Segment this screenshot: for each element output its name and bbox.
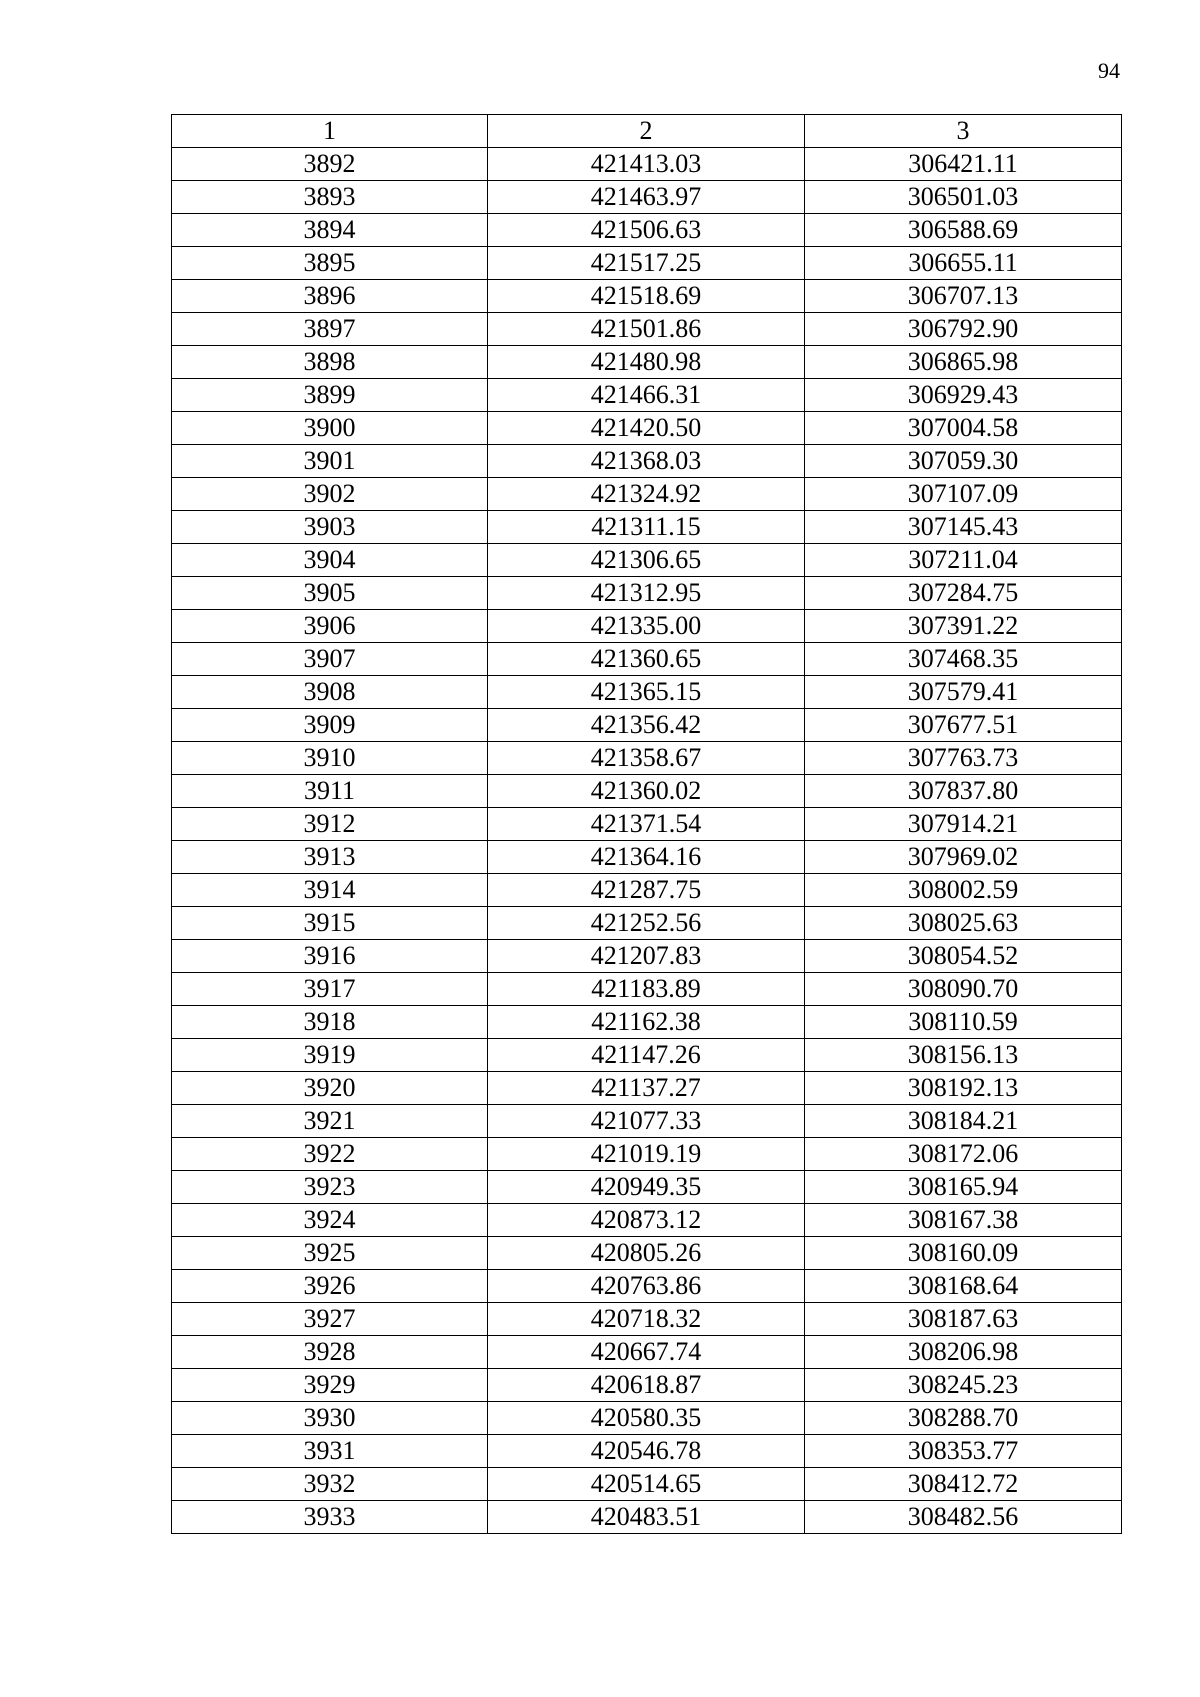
table-row [172, 1006, 1122, 1039]
coordinate-y-cell: 306865.98 [805, 346, 1122, 379]
table-row [172, 610, 1122, 643]
point-number-cell: 3920 [172, 1072, 488, 1105]
coordinates-table [171, 114, 1122, 1534]
point-number-cell: 3904 [172, 544, 488, 577]
table-row [172, 1204, 1122, 1237]
table-row [172, 775, 1122, 808]
table-body [172, 148, 1122, 1534]
coordinate-x-cell: 421335.00 [488, 610, 805, 643]
coordinate-y-cell: 308172.06 [805, 1138, 1122, 1171]
coordinate-x-cell: 421207.83 [488, 940, 805, 973]
table-row [172, 346, 1122, 379]
table-row [172, 1501, 1122, 1534]
coordinate-x-cell: 421368.03 [488, 445, 805, 478]
point-number-cell: 3898 [172, 346, 488, 379]
table-row [172, 1072, 1122, 1105]
coordinate-y-cell: 308187.63 [805, 1303, 1122, 1336]
point-number-cell: 3921 [172, 1105, 488, 1138]
page-number: 94 [1098, 58, 1120, 83]
point-number-cell: 3926 [172, 1270, 488, 1303]
coordinate-y-cell: 306421.11 [805, 148, 1122, 181]
point-number-cell: 3911 [172, 775, 488, 808]
point-number-cell: 3897 [172, 313, 488, 346]
point-number-cell: 3908 [172, 676, 488, 709]
coordinate-y-cell: 306707.13 [805, 280, 1122, 313]
point-number-cell: 3913 [172, 841, 488, 874]
coordinate-y-cell: 307107.09 [805, 478, 1122, 511]
coordinate-x-cell: 421371.54 [488, 808, 805, 841]
coordinate-x-cell: 420718.32 [488, 1303, 805, 1336]
table-row [172, 1105, 1122, 1138]
coordinate-y-cell: 307284.75 [805, 577, 1122, 610]
point-number-cell: 3910 [172, 742, 488, 775]
coordinate-x-cell: 421518.69 [488, 280, 805, 313]
point-number-cell: 3894 [172, 214, 488, 247]
point-number-cell: 3907 [172, 643, 488, 676]
coordinate-x-cell: 421364.16 [488, 841, 805, 874]
table-row [172, 577, 1122, 610]
coordinate-y-cell: 307059.30 [805, 445, 1122, 478]
point-number-cell: 3902 [172, 478, 488, 511]
point-number-cell: 3928 [172, 1336, 488, 1369]
point-number-cell: 3923 [172, 1171, 488, 1204]
point-number-cell: 3892 [172, 148, 488, 181]
coordinate-y-cell: 307211.04 [805, 544, 1122, 577]
point-number-cell: 3916 [172, 940, 488, 973]
point-number-cell: 3893 [172, 181, 488, 214]
coordinate-x-cell: 420483.51 [488, 1501, 805, 1534]
point-number-cell: 3903 [172, 511, 488, 544]
point-number-cell: 3925 [172, 1237, 488, 1270]
point-number-cell: 3899 [172, 379, 488, 412]
coordinate-x-cell: 421147.26 [488, 1039, 805, 1072]
coordinate-y-cell: 307677.51 [805, 709, 1122, 742]
coordinate-y-cell: 308090.70 [805, 973, 1122, 1006]
point-number-cell: 3915 [172, 907, 488, 940]
point-number-cell: 3919 [172, 1039, 488, 1072]
coordinate-y-cell: 308288.70 [805, 1402, 1122, 1435]
table-row [172, 1171, 1122, 1204]
point-number-cell: 3933 [172, 1501, 488, 1534]
coordinate-x-cell: 420514.65 [488, 1468, 805, 1501]
point-number-cell: 3909 [172, 709, 488, 742]
coordinate-y-cell: 307004.58 [805, 412, 1122, 445]
coordinate-y-cell: 308184.21 [805, 1105, 1122, 1138]
coordinate-x-cell: 420763.86 [488, 1270, 805, 1303]
coordinate-x-cell: 421360.02 [488, 775, 805, 808]
table-row [172, 181, 1122, 214]
coordinate-x-cell: 421356.42 [488, 709, 805, 742]
coordinate-y-cell: 308168.64 [805, 1270, 1122, 1303]
coordinate-y-cell: 308110.59 [805, 1006, 1122, 1039]
point-number-cell: 3905 [172, 577, 488, 610]
coordinate-y-cell: 308054.52 [805, 940, 1122, 973]
coordinate-y-cell: 306588.69 [805, 214, 1122, 247]
coordinate-y-cell: 308245.23 [805, 1369, 1122, 1402]
coordinate-y-cell: 306655.11 [805, 247, 1122, 280]
coordinate-x-cell: 421420.50 [488, 412, 805, 445]
coordinate-y-cell: 308002.59 [805, 874, 1122, 907]
coordinate-x-cell: 420805.26 [488, 1237, 805, 1270]
coordinate-y-cell: 308412.72 [805, 1468, 1122, 1501]
table-row [172, 1468, 1122, 1501]
table-row [172, 1402, 1122, 1435]
table-header-row [172, 115, 1122, 148]
table-row [172, 544, 1122, 577]
table-row [172, 841, 1122, 874]
coordinate-x-cell: 421517.25 [488, 247, 805, 280]
coordinate-x-cell: 420949.35 [488, 1171, 805, 1204]
point-number-cell: 3927 [172, 1303, 488, 1336]
column-header-1: 1 [172, 115, 488, 148]
table-row [172, 511, 1122, 544]
coordinate-x-cell: 421077.33 [488, 1105, 805, 1138]
point-number-cell: 3895 [172, 247, 488, 280]
table-row [172, 907, 1122, 940]
table-row [172, 478, 1122, 511]
point-number-cell: 3906 [172, 610, 488, 643]
coordinate-x-cell: 421480.98 [488, 346, 805, 379]
coordinate-x-cell: 421183.89 [488, 973, 805, 1006]
coordinate-x-cell: 421358.67 [488, 742, 805, 775]
coordinate-y-cell: 308156.13 [805, 1039, 1122, 1072]
coordinate-x-cell: 421365.15 [488, 676, 805, 709]
coordinate-x-cell: 421506.63 [488, 214, 805, 247]
coordinate-x-cell: 421306.65 [488, 544, 805, 577]
table-row [172, 1303, 1122, 1336]
coordinate-x-cell: 421252.56 [488, 907, 805, 940]
point-number-cell: 3901 [172, 445, 488, 478]
coordinate-y-cell: 307837.80 [805, 775, 1122, 808]
coordinate-x-cell: 421324.92 [488, 478, 805, 511]
point-number-cell: 3932 [172, 1468, 488, 1501]
table-row [172, 1237, 1122, 1270]
point-number-cell: 3930 [172, 1402, 488, 1435]
coordinate-y-cell: 307145.43 [805, 511, 1122, 544]
table-row [172, 1435, 1122, 1468]
coordinate-y-cell: 307468.35 [805, 643, 1122, 676]
point-number-cell: 3929 [172, 1369, 488, 1402]
coordinate-x-cell: 421463.97 [488, 181, 805, 214]
point-number-cell: 3896 [172, 280, 488, 313]
point-number-cell: 3922 [172, 1138, 488, 1171]
point-number-cell: 3918 [172, 1006, 488, 1039]
coordinate-y-cell: 306501.03 [805, 181, 1122, 214]
coordinate-x-cell: 421466.31 [488, 379, 805, 412]
coordinate-x-cell: 420546.78 [488, 1435, 805, 1468]
coordinate-y-cell: 308192.13 [805, 1072, 1122, 1105]
coordinate-y-cell: 306792.90 [805, 313, 1122, 346]
coordinate-y-cell: 308025.63 [805, 907, 1122, 940]
coordinate-y-cell: 308353.77 [805, 1435, 1122, 1468]
table-row [172, 247, 1122, 280]
coordinate-y-cell: 308165.94 [805, 1171, 1122, 1204]
column-header-3: 3 [805, 115, 1122, 148]
table-row [172, 1039, 1122, 1072]
point-number-cell: 3900 [172, 412, 488, 445]
coordinate-x-cell: 421312.95 [488, 577, 805, 610]
point-number-cell: 3914 [172, 874, 488, 907]
coordinate-y-cell: 307579.41 [805, 676, 1122, 709]
coordinate-y-cell: 307969.02 [805, 841, 1122, 874]
coordinate-x-cell: 420667.74 [488, 1336, 805, 1369]
table-row [172, 1138, 1122, 1171]
coordinate-y-cell: 308206.98 [805, 1336, 1122, 1369]
column-header-2: 2 [488, 115, 805, 148]
coordinate-x-cell: 420618.87 [488, 1369, 805, 1402]
coordinate-x-cell: 421501.86 [488, 313, 805, 346]
table-row [172, 709, 1122, 742]
table-row [172, 445, 1122, 478]
coordinate-y-cell: 307391.22 [805, 610, 1122, 643]
point-number-cell: 3917 [172, 973, 488, 1006]
table-row [172, 280, 1122, 313]
coordinate-x-cell: 421413.03 [488, 148, 805, 181]
coordinate-y-cell: 308482.56 [805, 1501, 1122, 1534]
table-row [172, 313, 1122, 346]
coordinate-y-cell: 308167.38 [805, 1204, 1122, 1237]
coordinate-x-cell: 421287.75 [488, 874, 805, 907]
table-row [172, 1369, 1122, 1402]
coordinate-x-cell: 421360.65 [488, 643, 805, 676]
table-row [172, 1336, 1122, 1369]
coordinate-x-cell: 420873.12 [488, 1204, 805, 1237]
table-row [172, 676, 1122, 709]
point-number-cell: 3924 [172, 1204, 488, 1237]
coordinate-x-cell: 421137.27 [488, 1072, 805, 1105]
coordinate-y-cell: 306929.43 [805, 379, 1122, 412]
table-row [172, 412, 1122, 445]
table-row [172, 742, 1122, 775]
table-row [172, 148, 1122, 181]
coordinate-y-cell: 308160.09 [805, 1237, 1122, 1270]
table-row [172, 379, 1122, 412]
table-row [172, 214, 1122, 247]
coordinate-x-cell: 420580.35 [488, 1402, 805, 1435]
table-row [172, 973, 1122, 1006]
coordinate-x-cell: 421019.19 [488, 1138, 805, 1171]
coordinate-x-cell: 421311.15 [488, 511, 805, 544]
point-number-cell: 3931 [172, 1435, 488, 1468]
coordinate-x-cell: 421162.38 [488, 1006, 805, 1039]
table-row [172, 808, 1122, 841]
coordinate-y-cell: 307763.73 [805, 742, 1122, 775]
coordinate-y-cell: 307914.21 [805, 808, 1122, 841]
table-row [172, 874, 1122, 907]
table-row [172, 1270, 1122, 1303]
table-row [172, 940, 1122, 973]
point-number-cell: 3912 [172, 808, 488, 841]
table-row [172, 643, 1122, 676]
